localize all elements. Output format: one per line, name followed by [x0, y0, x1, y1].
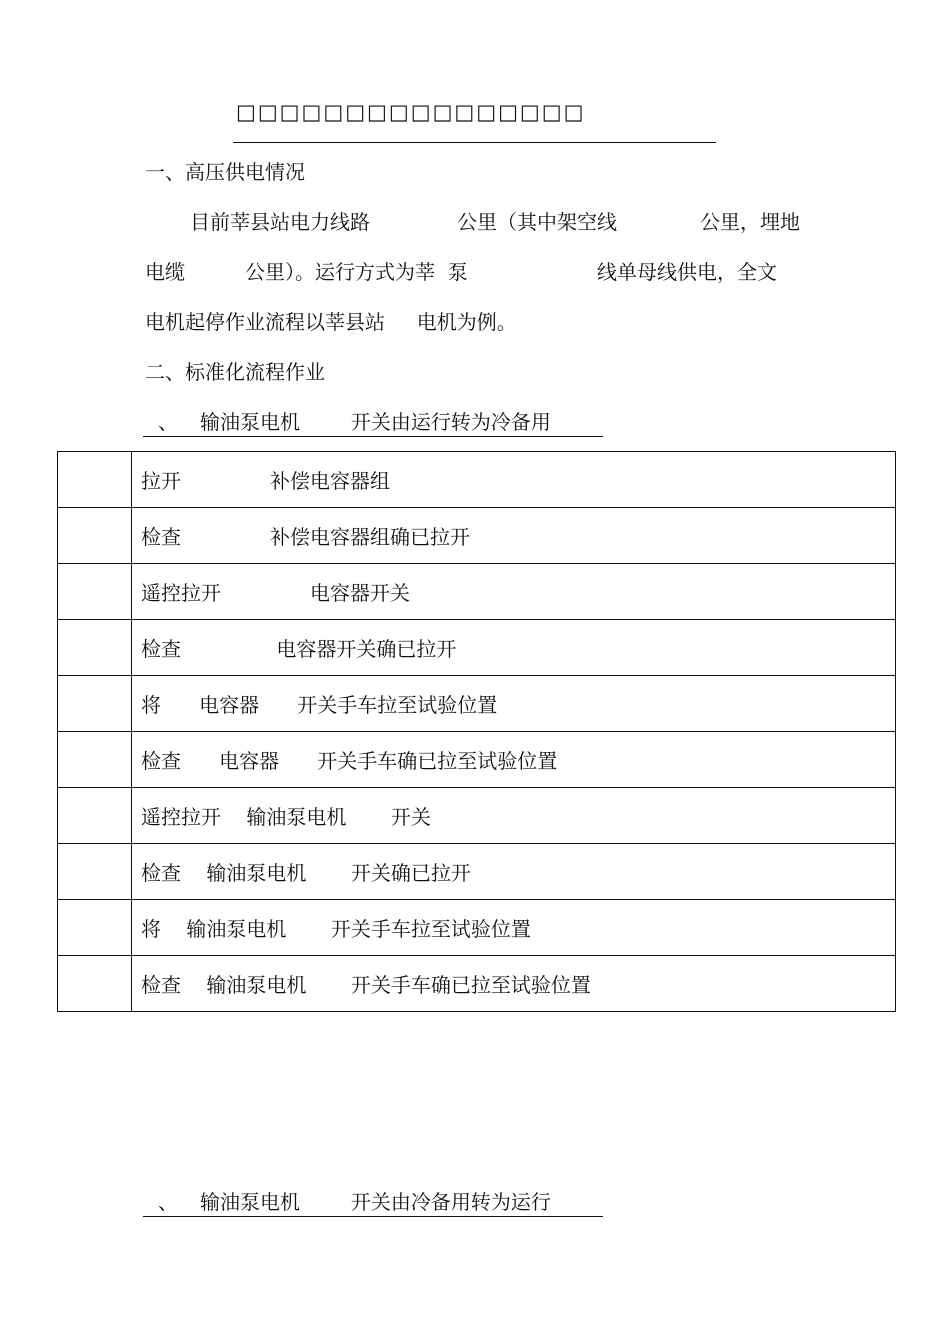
table-row: [58, 900, 896, 956]
procedure-steps-table: [57, 451, 896, 1012]
paragraph-line2-c: 线单母线供电，全文: [597, 260, 777, 284]
subsection2-mark: 、: [158, 1190, 178, 1214]
step-number-cell: [58, 900, 132, 956]
paragraph-line1-b: 公里（其中架空线: [457, 210, 617, 234]
table-row: [58, 956, 896, 1012]
step-text-cell: 检查 输油泵电机 开关手车确已拉至试验位置: [132, 956, 896, 1012]
table-row: [58, 676, 896, 732]
step-number-cell: [58, 508, 132, 564]
document-title: □□□□□□□□□□□□□□□□: [236, 100, 586, 124]
step-text-cell: 检查 电容器开关确已拉开: [132, 620, 896, 676]
step-text-cell: 将 输油泵电机 开关手车拉至试验位置: [132, 900, 896, 956]
table-row: [58, 620, 896, 676]
subsection2-underline: [143, 1216, 603, 1217]
paragraph-line3: 电机起停作业流程以莘县站 电机为例。: [145, 310, 517, 334]
section1-heading: 一、高压供电情况: [145, 160, 305, 184]
step-number-cell: [58, 788, 132, 844]
subsection1-underline: [143, 436, 603, 437]
step-number-cell: [58, 732, 132, 788]
step-text-cell: 检查 电容器 开关手车确已拉至试验位置: [132, 732, 896, 788]
subsection2-title: 输油泵电机 开关由冷备用转为运行: [200, 1190, 551, 1214]
paragraph-line2-b: 公里）。运行方式为莘 泵: [245, 260, 468, 284]
section2-heading: 二、标准化流程作业: [145, 360, 325, 384]
table-row: [58, 732, 896, 788]
step-text-cell: 检查 补偿电容器组确已拉开: [132, 508, 896, 564]
table-row: [58, 508, 896, 564]
step-text-cell: 遥控拉开 电容器开关: [132, 564, 896, 620]
step-number-cell: [58, 676, 132, 732]
title-underline: [233, 142, 716, 143]
table-row: [58, 788, 896, 844]
paragraph-line2-a: 电缆: [145, 260, 185, 284]
step-text-cell: 遥控拉开 输油泵电机 开关: [132, 788, 896, 844]
paragraph-line1-a: 目前莘县站电力线路: [190, 210, 370, 234]
subsection1-mark: 、: [158, 410, 178, 434]
step-text-cell: 将 电容器 开关手车拉至试验位置: [132, 676, 896, 732]
step-text-cell: 拉开 补偿电容器组: [132, 452, 896, 508]
step-number-cell: [58, 956, 132, 1012]
table-row: [58, 452, 896, 508]
paragraph-line1-c: 公里，埋地: [700, 210, 800, 234]
table-row: [58, 564, 896, 620]
table-row: [58, 844, 896, 900]
step-number-cell: [58, 564, 132, 620]
step-number-cell: [58, 452, 132, 508]
step-number-cell: [58, 844, 132, 900]
step-text-cell: 检查 输油泵电机 开关确已拉开: [132, 844, 896, 900]
subsection1-title: 输油泵电机 开关由运行转为冷备用: [200, 410, 551, 434]
step-number-cell: [58, 620, 132, 676]
